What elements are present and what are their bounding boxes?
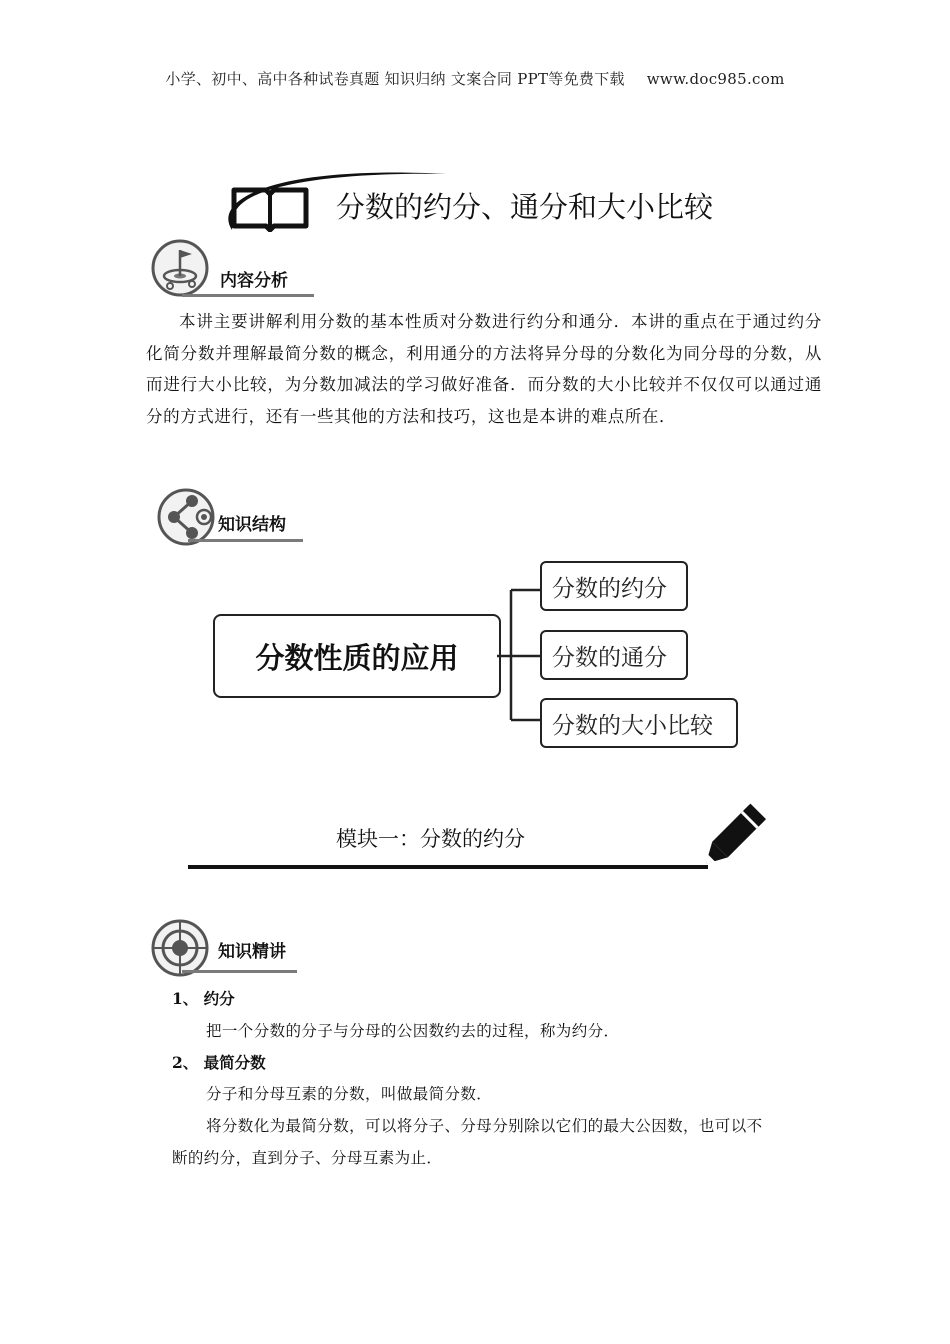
section-label-knowledge: 知识精讲 bbox=[218, 942, 286, 962]
flag-target-icon bbox=[150, 238, 210, 298]
module-title: 模块一：分数的约分 bbox=[336, 827, 525, 851]
header-url[interactable]: www.doc985.com bbox=[646, 70, 785, 88]
knowledge-item-text: 断的约分，直到分子、分母互素为止． bbox=[172, 1149, 443, 1167]
pencil-icon bbox=[700, 798, 775, 870]
section-underline bbox=[182, 294, 314, 297]
knowledge-item-heading: 1、 约分 bbox=[172, 989, 235, 1008]
section-label-structure: 知识结构 bbox=[218, 515, 286, 535]
knowledge-item-text: 把一个分数的分子与分母的公因数约去的过程，称为约分． bbox=[206, 1022, 620, 1040]
mindmap-child-node: 分数的约分 bbox=[540, 561, 688, 611]
mindmap-child-node: 分数的通分 bbox=[540, 630, 688, 680]
module-underline bbox=[188, 865, 708, 869]
analysis-paragraph: 本讲主要讲解利用分数的基本性质对分数进行约分和通分．本讲的重点在于通过约分化简分数并理解最简分数的概念，利用通分的方法将异分母的分数化为同分母的分数，从而进行大小比较，为分数加减法的学习做好准备．而分数的大小比较并不仅仅可以通过通分的方式进行，还有一些其他的方法和技巧，这也是本讲的难点所在． bbox=[146, 312, 822, 426]
knowledge-item-heading: 2、 最简分数 bbox=[172, 1053, 266, 1072]
section-underline bbox=[182, 970, 297, 973]
header-text: 小学、初中、高中各种试卷真题 知识归纳 文案合同 PPT等免费下载 bbox=[165, 70, 625, 88]
knowledge-item-text: 分子和分母互素的分数，叫做最简分数． bbox=[206, 1085, 493, 1103]
document-title: 分数的约分、通分和大小比较 bbox=[336, 190, 714, 224]
mindmap-child-node: 分数的大小比较 bbox=[540, 698, 738, 748]
open-book-icon bbox=[230, 184, 310, 232]
section-label-analysis: 内容分析 bbox=[220, 271, 288, 291]
mindmap-root-node: 分数性质的应用 bbox=[213, 614, 501, 698]
knowledge-item-text: 将分数化为最简分数，可以将分子、分母分别除以它们的最大公因数，也可以不 bbox=[206, 1117, 763, 1135]
section-underline bbox=[188, 539, 303, 542]
page-header bbox=[0, 68, 950, 89]
network-nodes-icon bbox=[156, 487, 216, 547]
crosshair-target-icon bbox=[150, 918, 210, 978]
